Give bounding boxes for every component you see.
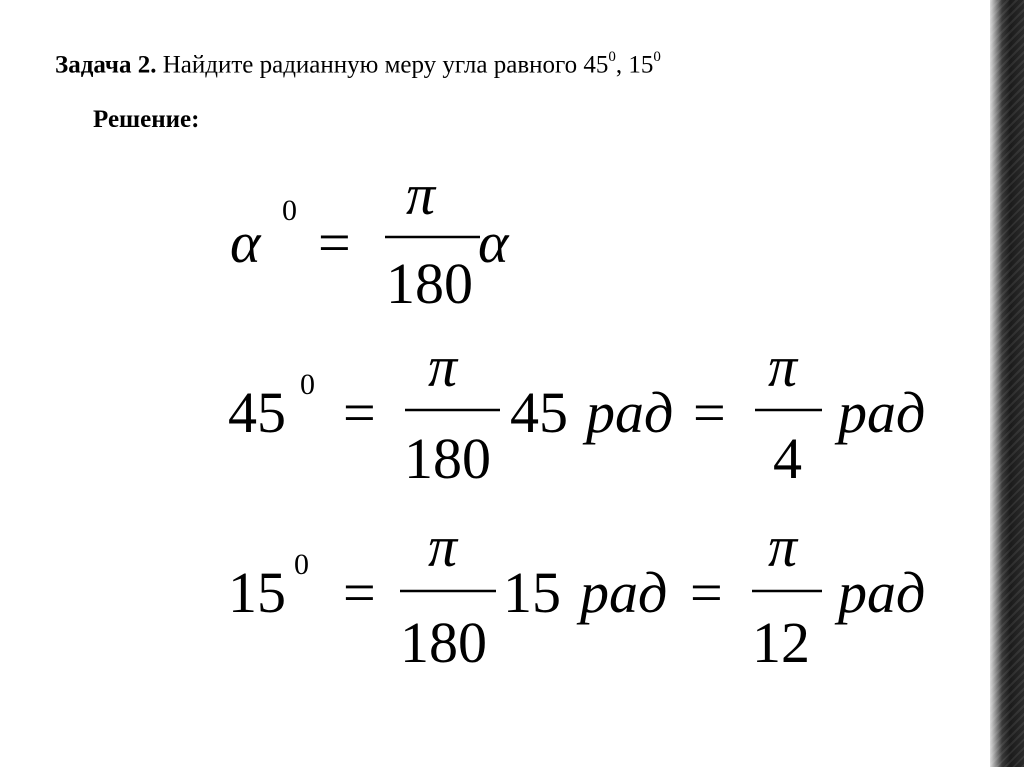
formula1-rhs-alpha: α xyxy=(478,210,509,275)
formula1-denominator: 180 xyxy=(386,251,473,316)
formula1-lhs-degree: 0 xyxy=(282,194,297,227)
task-separator: , xyxy=(615,51,629,79)
solution-label: Решение: xyxy=(93,106,200,133)
formula3-lhs-degree: 0 xyxy=(294,548,309,581)
formula3-numerator-pi-2: π xyxy=(768,514,798,579)
formula3-denominator-1: 180 xyxy=(400,610,487,675)
formula2-numerator-pi-2: π xyxy=(768,334,798,399)
formula3-unit-2: рад xyxy=(838,560,926,625)
task-degree-2: 0 xyxy=(653,49,661,65)
formula2-equals-2: = xyxy=(693,380,726,445)
task-text: Найдите радианную меру угла равного xyxy=(156,51,584,79)
task-angle-1: 45 xyxy=(583,51,609,79)
formula1-equals: = xyxy=(318,210,351,275)
formula2-lhs-degree: 0 xyxy=(300,368,315,401)
formula2-lhs-value: 45 xyxy=(228,380,286,445)
formula2-equals-1: = xyxy=(343,380,376,445)
formula2-numerator-pi-1: π xyxy=(428,334,458,399)
formula3-unit-1: рад xyxy=(580,560,668,625)
formula2-unit-1: рад xyxy=(586,380,674,445)
formula2-denominator-1: 180 xyxy=(404,426,491,491)
task-degree-1: 0 xyxy=(608,49,616,65)
formula1-lhs-alpha: α xyxy=(230,210,261,275)
formula3-denominator-2: 12 xyxy=(752,610,810,675)
task-label: Задача 2. xyxy=(55,51,157,79)
formula3-numerator-pi-1: π xyxy=(428,514,458,579)
formula3-equals-1: = xyxy=(343,560,376,625)
formula2-denominator-2: 4 xyxy=(773,426,802,491)
formula2-multiplier: 45 xyxy=(510,380,568,445)
formula2-unit-2: рад xyxy=(838,380,926,445)
formula3-equals-2: = xyxy=(690,560,723,625)
task-angle-2: 15 xyxy=(628,51,654,79)
formula1-numerator-pi: π xyxy=(406,162,436,227)
formula3-lhs-value: 15 xyxy=(228,560,286,625)
formula3-multiplier: 15 xyxy=(503,560,561,625)
